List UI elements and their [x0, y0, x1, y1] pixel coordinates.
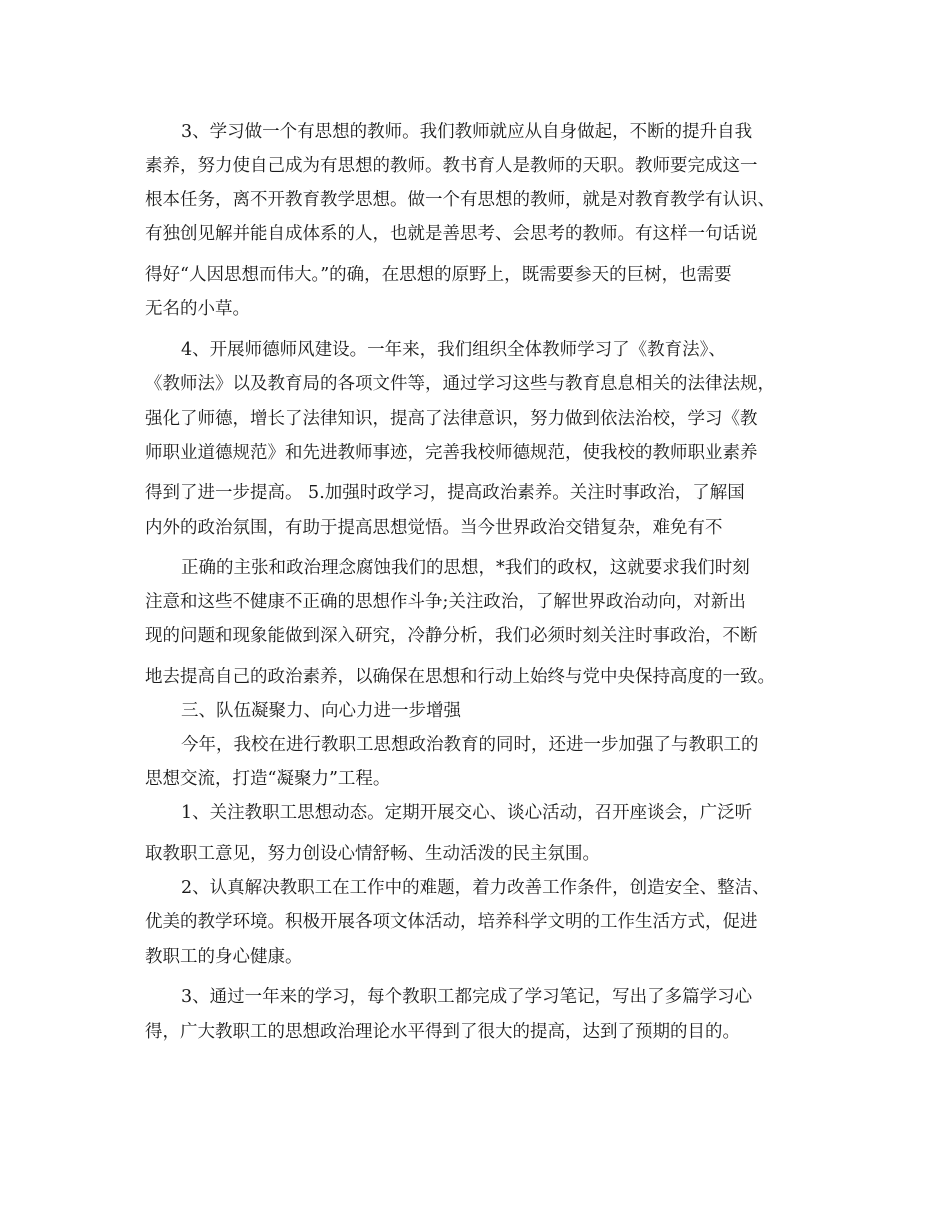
text-line: 今年，我校在进行教职工思想政治教育的同时，还进一步加强了与教职工的	[181, 735, 759, 755]
text-line: 1、关注教职工思想动态。定期开展交心、谈心活动，召开座谈会，广泛听	[181, 803, 753, 823]
text-line: 2、认真解决教职工在工作中的难题，着力改善工作条件，创造安全、整洁、	[181, 878, 770, 898]
text-line: 得，广大教职工的思想政治理论水平得到了很大的提高，达到了预期的目的。	[145, 1022, 740, 1042]
text-line: 取教职工意见，努力创设心情舒畅、生动活泼的民主氛围。	[145, 844, 600, 864]
text-line: 素养，努力使自己成为有思想的教师。教书育人是教师的天职。教师要完成这一	[145, 156, 758, 176]
text-line: 有独创见解并能自成体系的人，也就是善思考、会思考的教师。有这样一句话说	[145, 224, 758, 244]
text-line: 无名的小草。	[145, 299, 250, 319]
text-line: 思想交流，打造“凝聚力”工程。	[145, 769, 391, 789]
text-line: 注意和这些不健康不正确的思想作斗争;关注政治，了解世界政治动向，对新出	[145, 592, 746, 612]
text-line: 4、开展师德师风建设。一年来，我们组织全体教师学习了《教育法》、	[181, 340, 726, 360]
text-line: 得到了进一步提高。 5.加强时政学习，提高政治素养。关注时事政治，了解国	[145, 483, 745, 503]
text-line: 强化了师德，增长了法律知识，提高了法律意识，努力做到依法治校，学习《教	[145, 409, 758, 429]
section-heading: 三、队伍凝聚力、向心力进一步增强	[181, 701, 461, 721]
text-line: 正确的主张和政治理念腐蚀我们的思想，*我们的政权，这就要求我们时刻	[181, 558, 750, 578]
text-line: 得好“人因思想而伟大。”的确，在思想的原野上，既需要参天的巨树，也需要	[145, 265, 732, 285]
text-line: 3、通过一年来的学习，每个教职工都完成了学习笔记，写出了多篇学习心	[181, 987, 753, 1007]
text-line: 内外的政治氛围，有助于提高思想觉悟。当今世界政治交错复杂，难免有不	[145, 518, 723, 538]
text-line: 地去提高自己的政治素养，以确保在思想和行动上始终与党中央保持高度的一致。	[145, 667, 775, 687]
text-line: 教职工的身心健康。	[145, 947, 303, 967]
text-line: 优美的教学环境。积极开展各项文体活动，培养科学文明的工作生活方式，促进	[145, 912, 758, 932]
text-line: 《教师法》以及教育局的各项文件等，通过学习这些与教育息息相关的法律法规，	[145, 374, 775, 394]
text-line: 根本任务，离不开教育教学思想。做一个有思想的教师，就是对教育教学有认识、	[145, 190, 775, 210]
text-line: 现的问题和现象能做到深入研究，冷静分析，我们必须时刻关注时事政治，不断	[145, 626, 758, 646]
text-line: 师职业道德规范》和先进教师事迹，完善我校师德规范，使我校的教师职业素养	[145, 443, 758, 463]
text-line: 3、学习做一个有思想的教师。我们教师就应从自身做起，不断的提升自我	[181, 122, 753, 142]
